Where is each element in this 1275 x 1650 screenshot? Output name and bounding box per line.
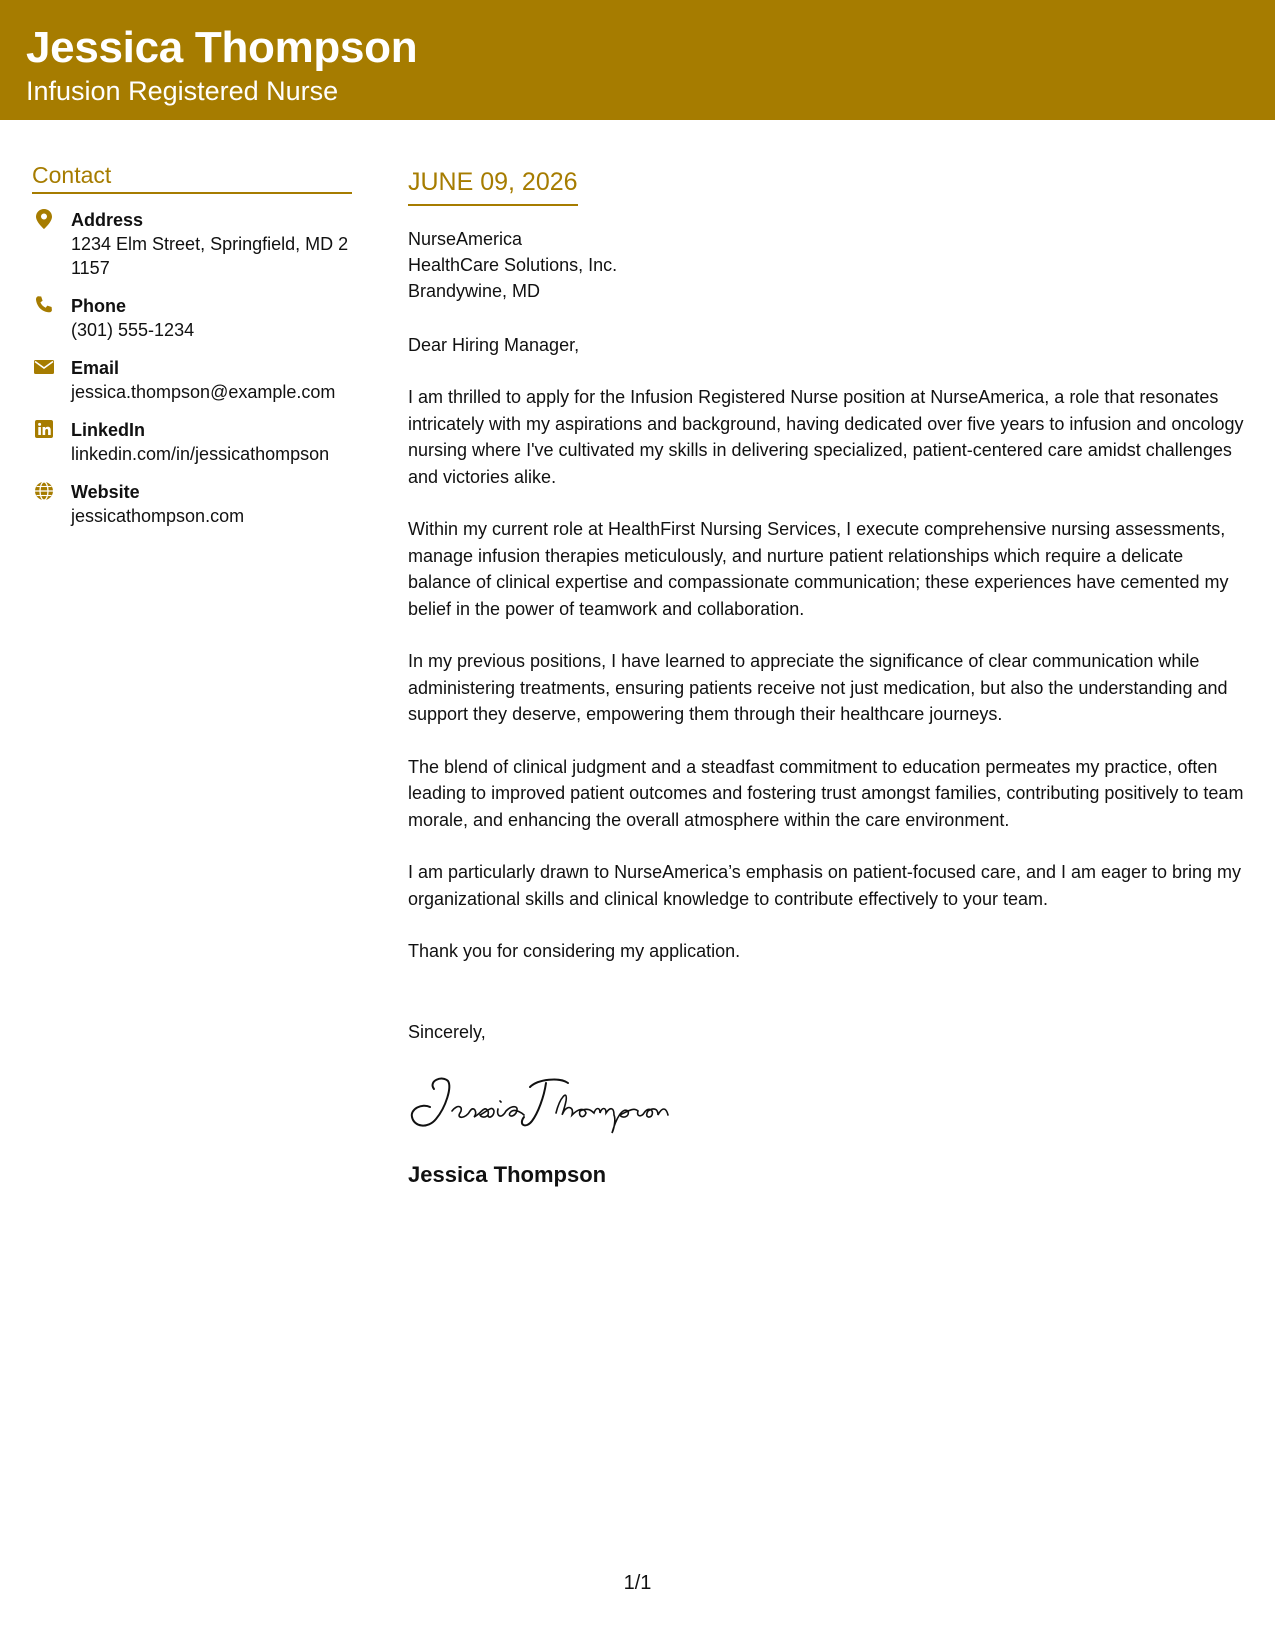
email-value[interactable]: jessica.thompson@example.com — [71, 382, 336, 402]
envelope-icon — [34, 357, 54, 377]
paragraph: I am particularly drawn to NurseAmerica’s emphasis on patient-focused care, and I am eager to bring my organizational skills and clinical knowledge to contribute effectively to your team. — [408, 862, 1242, 909]
recipient-organization: HealthCare Solutions, Inc. — [408, 255, 618, 275]
closing: Sincerely, — [408, 1021, 486, 1042]
header-banner — [0, 0, 1275, 120]
paragraph: In my previous positions, I have learned to appreciate the significance of clear communication while administering treatments, ensuring patients receive not just medication, but also the understanding and support they deserve, empowering them through their healthcare journeys. — [408, 651, 1228, 724]
handwritten-signature — [408, 1067, 1248, 1139]
applicant-name: Jessica Thompson — [26, 23, 418, 72]
linkedin-icon — [34, 419, 54, 439]
contact-item-website — [32, 480, 352, 528]
signer-name: Jessica Thompson — [408, 1161, 607, 1187]
globe-icon — [34, 481, 54, 501]
greeting: Dear Hiring Manager, — [408, 335, 580, 355]
paragraph: Thank you for considering my application. — [408, 941, 741, 961]
paragraph: I am thrilled to apply for the Infusion Registered Nurse position at NurseAmerica, a role that resonates intricately with my aspirations and background, having dedicated over five years to infusion and oncology nursing where I've cultivated my skills in delivering specialized, patient-centered care amidst challenges and victories alike. — [408, 387, 1244, 487]
contact-item-phone — [32, 294, 352, 342]
contact-label: LinkedIn — [71, 420, 146, 440]
linkedin-value[interactable]: linkedin.com/in/jessicathompson — [71, 444, 330, 464]
recipient-location: Brandywine, MD — [408, 281, 541, 301]
contact-item-address — [32, 208, 352, 280]
contact-label: Website — [71, 482, 140, 502]
phone-value[interactable]: (301) 555-1234 — [71, 320, 195, 340]
letter-date: JUNE 09, 2026 — [408, 166, 578, 206]
contact-sidebar — [32, 160, 352, 542]
website-value[interactable]: jessicathompson.com — [71, 506, 245, 526]
map-pin-icon — [34, 209, 54, 229]
contact-label: Address — [71, 210, 144, 230]
letter-body — [408, 166, 1248, 1189]
contact-label: Phone — [71, 296, 127, 316]
paragraph: The blend of clinical judgment and a steadfast commitment to education permeates my practice, often leading to improved patient outcomes and fostering trust amongst families, contributing positively to team morale, and enhancing the overall atmosphere within the care environment. — [408, 756, 1244, 830]
recipient-block — [408, 226, 1248, 304]
paragraph: Within my current role at HealthFirst Nursing Services, I execute comprehensive nursing assessments, manage infusion therapies meticulously, and nurture patient relationships which require a delicate balance of clinical expertise and compassionate communication; these experiences have cemented my belief in the power of teamwork and collaboration. — [408, 519, 1229, 619]
phone-icon — [34, 295, 54, 315]
contact-label: Email — [71, 358, 120, 378]
contact-heading: Contact — [32, 160, 352, 194]
address-value: 1234 Elm Street, Springfield, MD 21157 — [71, 234, 349, 278]
recipient-company: NurseAmerica — [408, 229, 523, 249]
contact-item-email — [32, 356, 352, 404]
page-number: 1/1 — [623, 1572, 652, 1594]
contact-list — [32, 208, 352, 528]
contact-item-linkedin — [32, 418, 352, 466]
applicant-title: Infusion Registered Nurse — [26, 76, 339, 106]
